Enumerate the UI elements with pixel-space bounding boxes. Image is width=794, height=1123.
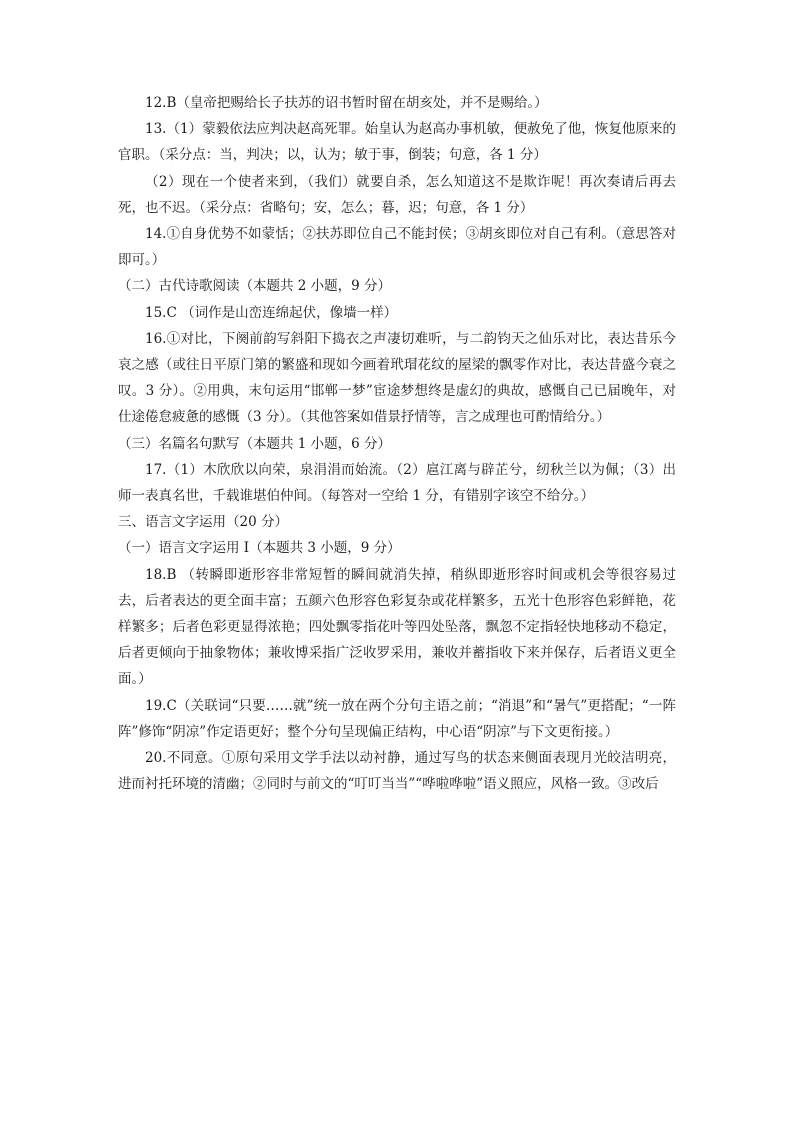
answer-q15: 15.C （词作是山峦连绵起伏，像墙一样）	[145, 304, 398, 321]
answer-q19: 19.C（关联词“只要……就”统一放在两个分句主语之前；“消退”和“暑气”更搭配；“一阵阵”修饰“阴凉”作定语更好；整个分句呈现偏正结构，中心语“阴凉”与下文更衔接。）	[118, 697, 676, 740]
section-heading-dictation: （三）名篇名句默写（本题共 1 小题，6 分）	[118, 435, 392, 452]
answer-q18: 18.B （转瞬即逝形容非常短暂的瞬间就消失掉，稍纵即逝形容时间或机会等很容易过去，后者表达的更全面丰富；五颜六色形容色彩复杂或花样繁多，五光十色形容色彩鲜艳，花样繁多；后者色彩更显得浓艳；四处飘零指花叶等四处坠落，飘忽不定指轻快地移动不稳定，后者更倾向于抽象物体；兼收博采指广泛收罗采用，兼收并蓄指收下来并保存，后者语义更全面。）	[118, 566, 676, 688]
section-heading-poetry: （二）古代诗歌阅读（本题共 2 小题，9 分）	[118, 278, 392, 295]
answer-q20: 20.不同意。①原句采用文学手法以动衬静，通过写鸟的状态来侧面表现月光皎洁明亮，进而衬托环境的清幽；②同时与前文的“叮叮当当”“哗啦哗啦”语义照应，风格一致。③改后	[118, 750, 676, 793]
answer-q13-part1: 13.（1）蒙毅依法应判决赵高死罪。始皇认为赵高办事机敏，便赦免了他，恢复他原来的官职。（采分点：当，判决；以，认为；敏于事，倒装；句意，各 1 分）	[118, 121, 676, 164]
answer-document	[118, 90, 676, 797]
answer-q14: 14.①自身优势不如蒙恬；②扶苏即位自己不能封侯；③胡亥即位对自己有利。（意思答对即可。）	[118, 226, 676, 269]
section-heading-language-use: 三、语言文字运用（20 分）	[118, 514, 288, 531]
answer-q16: 16.①对比，下阕前韵写斜阳下捣衣之声凄切难听，与二韵钧天之仙乐对比，表达昔乐今哀之感（或往日平原门第的繁盛和现如今画着玳瑁花纹的屋梁的飘零作对比，表达昔盛今衰之叹。3 分）。②用典，末句运用“邯郸一梦”宦途梦想终是虚幻的典故，感慨自己已届晚年，对仕途倦怠疲惫的感慨（3 分）。（其他答案如借景抒情等，言之成理也可酌情给分。）	[118, 330, 676, 426]
subsection-heading-language-use-1: （一）语言文字运用 I（本题共 3 小题，9 分）	[118, 540, 401, 557]
answer-q17: 17.（1）木欣欣以向荣，泉涓涓而始流。（2）扈江离与辟芷兮，纫秋兰以为佩；（3）出师一表真名世，千载谁堪伯仲间。（每答对一空给 1 分，有错别字该空不给分。）	[118, 461, 676, 505]
answer-q13-part2: （2）现在一个使者来到，（我们）就要自杀，怎么知道这不是欺诈呢！再次奏请后再去死，也不迟。（采分点：省略句；安，怎么；暮，迟；句意，各 1 分）	[118, 173, 676, 216]
answer-q12: 12.B（皇帝把赐给长子扶苏的诏书暂时留在胡亥处，并不是赐给。）	[145, 95, 548, 111]
